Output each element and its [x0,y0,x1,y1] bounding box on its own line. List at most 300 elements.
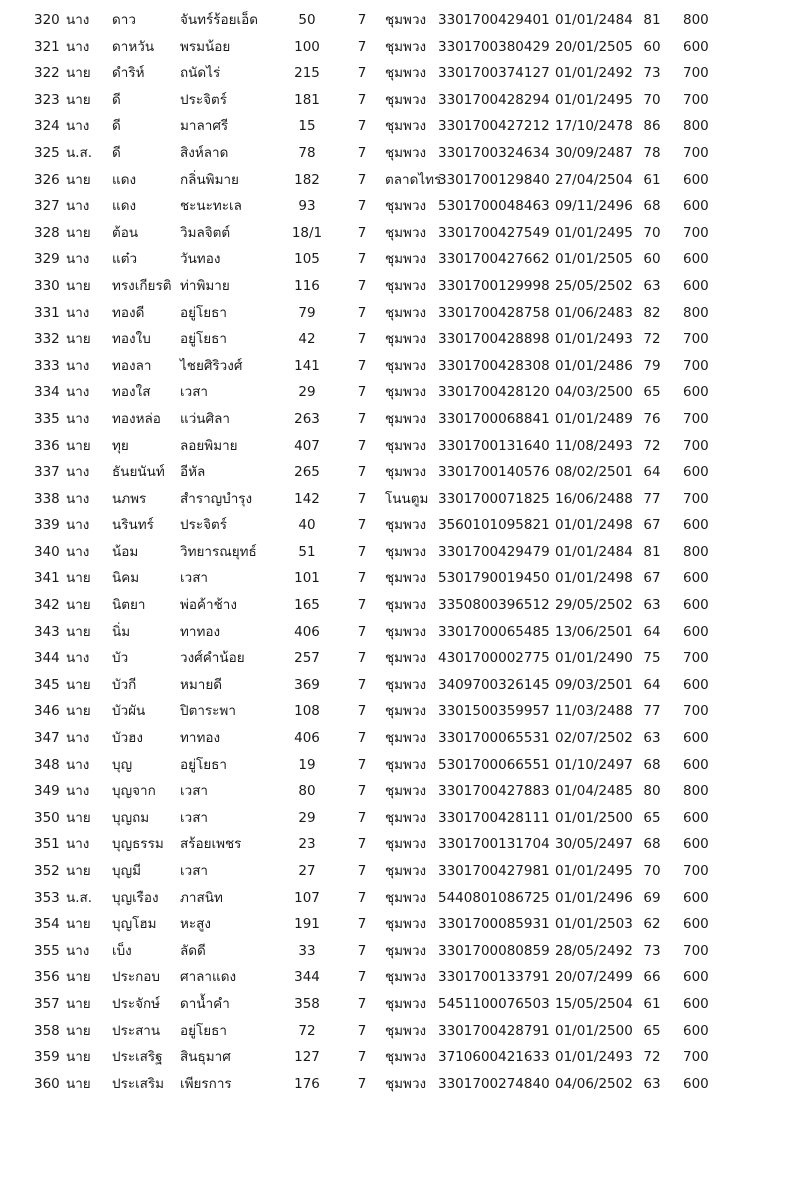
birth-date: 15/05/2504 [555,995,633,1012]
village-name: ชุมพวง [385,144,427,161]
age: 62 [643,916,661,933]
birth-date: 16/06/2488 [555,490,633,507]
name-title: นาย [66,91,91,108]
allowance-amount: 600 [683,570,709,587]
village-moo: 7 [357,942,367,959]
age: 66 [643,969,661,986]
table-row [0,645,800,672]
house-number: 176 [294,1075,320,1092]
row-number: 327 [34,198,60,215]
allowance-amount: 700 [683,331,709,348]
village-name: ชุมพวง [385,730,427,747]
last-name: แว่นศิลา [180,410,230,427]
table-row [0,113,800,140]
house-number: 100 [294,38,320,55]
birth-date: 13/06/2501 [555,623,633,640]
allowance-amount: 800 [683,543,709,560]
birth-date: 01/04/2485 [555,783,633,800]
allowance-amount: 700 [683,490,709,507]
birth-date: 01/01/2505 [555,251,633,268]
first-name: ทองดี [112,304,145,321]
birth-date: 01/01/2500 [555,809,633,826]
first-name: ประกอบ [112,969,160,986]
last-name: พ่อค้าช้าง [180,597,237,614]
village-name: ชุมพวง [385,1022,427,1039]
birth-date: 29/05/2502 [555,597,633,614]
age: 78 [643,144,661,161]
house-number: 108 [294,703,320,720]
row-number: 360 [34,1075,60,1092]
row-number: 350 [34,809,60,826]
citizen-id: 3301700085931 [438,916,550,933]
first-name: ดาหวัน [112,38,155,55]
citizen-id: 3301700427662 [438,251,550,268]
name-title: นาย [66,1022,91,1039]
row-number: 329 [34,251,60,268]
name-title: นาง [66,783,90,800]
age: 77 [643,703,661,720]
first-name: ต้อน [112,224,139,241]
last-name: เวสา [180,863,209,879]
citizen-id: 3301700068841 [438,410,550,427]
last-name: อยู่โยธา [180,331,227,348]
house-number: 265 [294,464,320,481]
first-name: ประเสริม [112,1075,165,1092]
name-title: นาย [66,597,91,614]
last-name: สำราญบำรุง [180,490,253,507]
last-name: วิทยารณยุทธ์ [180,543,257,560]
age: 68 [643,198,661,215]
allowance-amount: 600 [683,676,709,693]
age: 75 [643,650,661,667]
table-row [0,619,800,646]
name-title: นาง [66,410,90,427]
village-name: ชุมพวง [385,1075,427,1092]
age: 70 [643,863,661,879]
age: 64 [643,464,661,481]
age: 61 [643,995,661,1012]
allowance-amount: 800 [683,118,709,135]
house-number: 105 [294,251,320,268]
age: 63 [643,730,661,747]
allowance-amount: 600 [683,889,709,906]
age: 63 [643,1075,661,1092]
table-row [0,725,800,752]
first-name: ดี [112,118,121,135]
village-name: ชุมพวง [385,756,427,773]
village-moo: 7 [357,277,367,294]
village-moo: 7 [357,384,367,401]
table-row [0,778,800,805]
house-number: 42 [298,331,316,348]
citizen-id: 3301700065485 [438,623,550,640]
age: 81 [643,12,661,28]
village-name: ชุมพวง [385,1049,427,1066]
allowance-amount: 600 [683,171,709,188]
citizen-id: 5301790019450 [438,570,550,587]
house-number: 181 [294,91,320,108]
first-name: นิคม [112,570,140,587]
last-name: หะสูง [180,916,211,933]
village-moo: 7 [357,118,367,135]
name-title: นาง [66,12,90,28]
last-name: วงศ์คำน้อย [180,650,245,667]
birth-date: 30/05/2497 [555,836,633,853]
name-title: นาง [66,118,90,135]
first-name: แดง [112,198,137,215]
house-number: 33 [298,942,316,959]
table-row [0,326,800,353]
birth-date: 04/06/2502 [555,1075,633,1092]
first-name: ดี [112,144,121,161]
house-number: 93 [298,198,316,215]
name-title: นาง [66,543,90,560]
birth-date: 09/11/2496 [555,198,633,215]
allowance-amount: 600 [683,384,709,401]
name-title: นาย [66,863,91,879]
last-name: ชะนะทะเล [180,198,242,215]
village-name: ชุมพวง [385,410,427,427]
name-title: นาง [66,304,90,321]
age: 76 [643,410,661,427]
first-name: ทองใบ [112,331,151,348]
age: 80 [643,783,661,800]
name-title: นาง [66,464,90,481]
table-row [0,831,800,858]
row-number: 346 [34,703,60,720]
name-title: นาง [66,198,90,215]
row-number: 347 [34,730,60,747]
village-name: ชุมพวง [385,224,427,241]
birth-date: 20/01/2505 [555,38,633,55]
row-number: 352 [34,863,60,879]
allowance-amount: 600 [683,916,709,933]
row-number: 340 [34,543,60,560]
age: 60 [643,251,661,268]
citizen-id: 3350800396512 [438,597,550,614]
birth-date: 01/01/2492 [555,65,633,82]
table-row [0,539,800,566]
allowance-amount: 600 [683,198,709,215]
village-moo: 7 [357,1049,367,1066]
village-moo: 7 [357,570,367,587]
allowance-amount: 700 [683,863,709,879]
first-name: บุญมี [112,863,141,879]
allowance-amount: 600 [683,597,709,614]
village-name: ชุมพวง [385,783,427,800]
row-number: 320 [34,12,60,28]
village-moo: 7 [357,809,367,826]
village-name: ชุมพวง [385,65,427,82]
citizen-id: 3301700427981 [438,863,550,879]
birth-date: 01/01/2490 [555,650,633,667]
last-name: ดาน้ำคำ [180,995,230,1012]
name-title: นาย [66,916,91,933]
name-title: นาย [66,570,91,587]
first-name: บัวกี [112,676,137,693]
village-moo: 7 [357,650,367,667]
house-number: 27 [298,863,316,879]
village-name: ชุมพวง [385,995,427,1012]
village-moo: 7 [357,1075,367,1092]
age: 77 [643,490,661,507]
village-moo: 7 [357,12,367,28]
name-title: นาง [66,836,90,853]
first-name: เบ็ง [112,942,132,959]
name-title: นาง [66,357,90,374]
name-title: น.ส. [66,144,93,161]
row-number: 354 [34,916,60,933]
village-name: โนนตูม [385,490,429,507]
village-name: ชุมพวง [385,543,427,560]
citizen-id: 3301500359957 [438,703,550,720]
last-name: อีหัล [180,464,206,481]
house-number: 101 [294,570,320,587]
table-row [0,1044,800,1071]
name-title: นาย [66,65,91,82]
last-name: วิมลจิตต์ [180,224,231,241]
village-moo: 7 [357,836,367,853]
table-row [0,698,800,725]
age: 73 [643,942,661,959]
row-number: 334 [34,384,60,401]
birth-date: 02/07/2502 [555,730,633,747]
name-title: น.ส. [66,889,93,906]
last-name: ทาทอง [180,730,221,747]
village-moo: 7 [357,517,367,534]
citizen-id: 3301700427212 [438,118,550,135]
name-title: นาง [66,942,90,959]
row-number: 338 [34,490,60,507]
village-name: ชุมพวง [385,942,427,959]
last-name: มาลาศรี [180,118,229,135]
village-name: ชุมพวง [385,357,427,374]
house-number: 72 [298,1022,316,1039]
village-moo: 7 [357,304,367,321]
citizen-id: 3301700428758 [438,304,550,321]
house-number: 80 [298,783,316,800]
house-number: 78 [298,144,316,161]
birth-date: 01/06/2483 [555,304,633,321]
name-title: นาง [66,38,90,55]
citizen-id: 5301700048463 [438,198,550,215]
citizen-id: 3409700326145 [438,676,550,693]
birth-date: 01/01/2498 [555,570,633,587]
house-number: 23 [298,836,316,853]
village-moo: 7 [357,171,367,188]
house-number: 182 [294,171,320,188]
birth-date: 01/01/2486 [555,357,633,374]
last-name: ท่าพิมาย [180,277,230,294]
last-name: ปิตาระพา [180,703,236,720]
citizen-id: 3301700071825 [438,490,550,507]
birth-date: 01/01/2493 [555,331,633,348]
citizen-id: 3301700129840 [438,171,550,188]
village-name: ชุมพวง [385,676,427,693]
row-number: 335 [34,410,60,427]
row-number: 358 [34,1022,60,1039]
allowance-amount: 700 [683,224,709,241]
table-row [0,220,800,247]
name-title: นาย [66,676,91,693]
last-name: ลัดดี [180,942,206,959]
row-number: 336 [34,437,60,454]
age: 65 [643,1022,661,1039]
allowance-amount: 600 [683,464,709,481]
allowance-amount: 600 [683,1075,709,1092]
birth-date: 28/05/2492 [555,942,633,959]
house-number: 127 [294,1049,320,1066]
village-name: ชุมพวง [385,251,427,268]
age: 60 [643,38,661,55]
table-row [0,672,800,699]
village-moo: 7 [357,490,367,507]
table-row [0,140,800,167]
last-name: ประจิตร์ [180,91,227,108]
allowance-amount: 700 [683,650,709,667]
table-row [0,87,800,114]
allowance-amount: 800 [683,783,709,800]
row-number: 351 [34,836,60,853]
citizen-id: 3301700080859 [438,942,550,959]
table-row [0,459,800,486]
row-number: 356 [34,969,60,986]
village-name: ชุมพวง [385,38,427,55]
house-number: 263 [294,410,320,427]
age: 70 [643,91,661,108]
table-row [0,406,800,433]
row-number: 322 [34,65,60,82]
row-number: 359 [34,1049,60,1066]
row-number: 333 [34,357,60,374]
table-row [0,805,800,832]
village-name: ชุมพวง [385,12,427,28]
citizen-id: 3301700428111 [438,809,550,826]
village-name: ชุมพวง [385,863,427,879]
row-number: 321 [34,38,60,55]
name-title: นาง [66,384,90,401]
first-name: ดำริห์ [112,65,145,82]
allowance-amount: 800 [683,12,709,28]
last-name: กลิ่นพิมาย [180,171,239,188]
house-number: 344 [294,969,320,986]
age: 82 [643,304,661,321]
last-name: ทาทอง [180,623,221,640]
citizen-id: 5301700066551 [438,756,550,773]
row-number: 349 [34,783,60,800]
row-number: 326 [34,171,60,188]
age: 72 [643,331,661,348]
house-number: 165 [294,597,320,614]
village-moo: 7 [357,995,367,1012]
village-name: ชุมพวง [385,304,427,321]
age: 64 [643,676,661,693]
citizen-id: 5440801086725 [438,889,550,906]
birth-date: 08/02/2501 [555,464,633,481]
birth-date: 30/09/2487 [555,144,633,161]
last-name: สิงห์ลาด [180,144,229,161]
last-name: ถนัดไร่ [180,65,221,82]
house-number: 29 [298,384,316,401]
village-moo: 7 [357,916,367,933]
birth-date: 09/03/2501 [555,676,633,693]
birth-date: 11/08/2493 [555,437,633,454]
birth-date: 01/01/2496 [555,889,633,906]
first-name: ประสาน [112,1022,161,1039]
row-number: 348 [34,756,60,773]
table-row [0,752,800,779]
last-name: เวสา [180,783,209,800]
birth-date: 01/01/2495 [555,224,633,241]
village-name: ชุมพวง [385,597,427,614]
last-name: อยู่โยธา [180,1022,227,1039]
table-row [0,433,800,460]
house-number: 51 [298,543,316,560]
village-moo: 7 [357,703,367,720]
village-name: ชุมพวง [385,464,427,481]
row-number: 332 [34,331,60,348]
citizen-id: 3301700380429 [438,38,550,55]
village-name: ชุมพวง [385,118,427,135]
table-row [0,300,800,327]
age: 68 [643,756,661,773]
age: 65 [643,384,661,401]
first-name: บุญ [112,756,133,773]
house-number: 406 [294,730,320,747]
name-title: นาย [66,1075,91,1092]
table-row [0,7,800,34]
table-row [0,938,800,965]
age: 65 [643,809,661,826]
first-name: ประจักษ์ [112,995,161,1012]
village-moo: 7 [357,863,367,879]
row-number: 343 [34,623,60,640]
last-name: เวสา [180,384,209,401]
village-name: ชุมพวง [385,198,427,215]
first-name: ทองหล่อ [112,410,161,427]
village-moo: 7 [357,623,367,640]
name-title: นาย [66,1049,91,1066]
table-row [0,964,800,991]
village-moo: 7 [357,676,367,693]
name-title: นาย [66,995,91,1012]
first-name: ทุย [112,437,129,454]
name-title: นาย [66,277,91,294]
house-number: 215 [294,65,320,82]
name-title: นาย [66,437,91,454]
first-name: บัวฮง [112,730,143,747]
allowance-amount: 600 [683,995,709,1012]
table-row [0,885,800,912]
age: 61 [643,171,661,188]
table-row [0,60,800,87]
birth-date: 01/01/2500 [555,1022,633,1039]
name-title: นาง [66,251,90,268]
house-number: 369 [294,676,320,693]
row-number: 355 [34,942,60,959]
table-row [0,273,800,300]
house-number: 29 [298,809,316,826]
citizen-id: 3301700129998 [438,277,550,294]
row-number: 353 [34,889,60,906]
name-title: นาย [66,224,91,241]
allowance-amount: 700 [683,437,709,454]
house-number: 191 [294,916,320,933]
village-name: ชุมพวง [385,650,427,667]
house-number: 15 [298,118,316,135]
allowance-amount: 800 [683,304,709,321]
table-row [0,246,800,273]
